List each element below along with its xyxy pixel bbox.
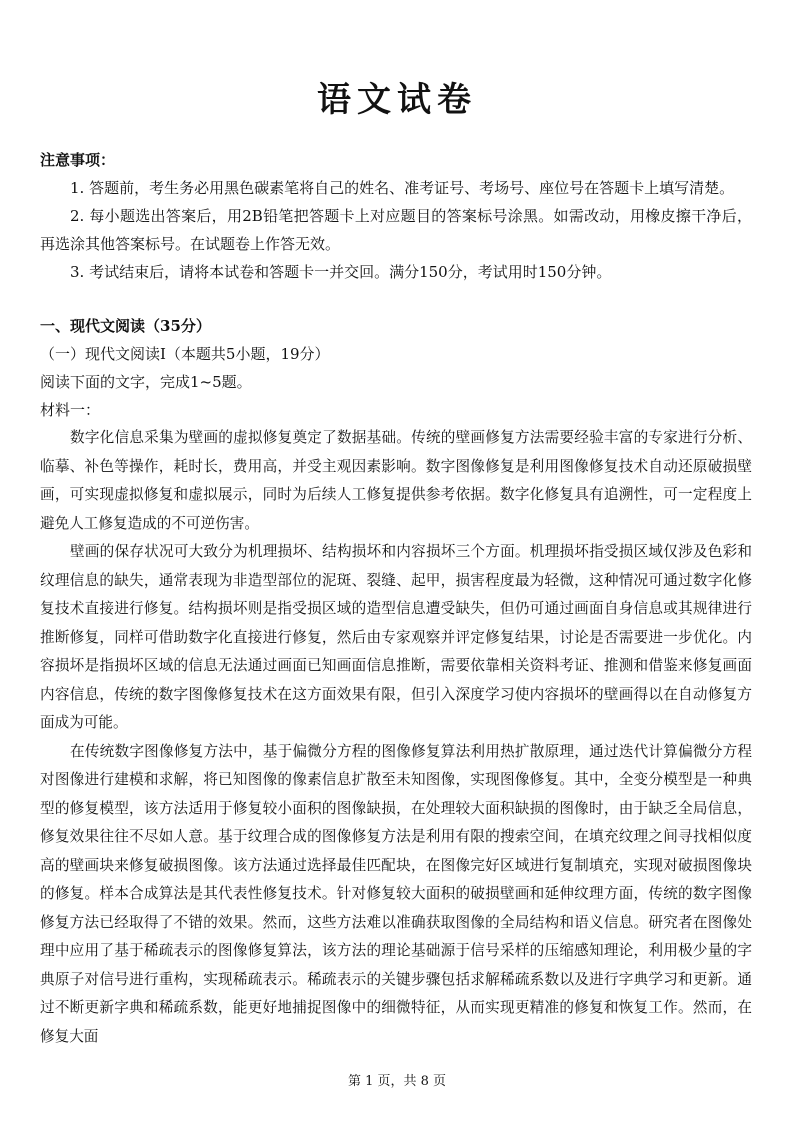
notice-item: 1. 答题前，考生务必用黑色碳素笔将自己的姓名、准考证号、考场号、座位号在答题卡上填写清楚。 [70, 179, 735, 197]
section-subheading: （一）现代文阅读Ⅰ（本题共5小题，19分） [40, 345, 330, 363]
passage-paragraph: 在传统数字图像修复方法中，基于偏微分方程的图像修复算法利用热扩散原理，通过迭代计算偏微分方程对图像进行建模和求解，将已知图像的像素信息扩散至未知图像，实现图像修复。其中，全变分模型是一种典型的修复模型，该方法适用于修复较小面积的图像缺损，在处理较大面积缺损的图像时，由于缺乏全局信息，修复效果往往不尽如人意。基于纹理合成的图像修复方法是利用有限的搜索空间，在填充纹理之间寻找相似度高的壁画块来修复破损图像。该方法通过选择最佳匹配块，在图像完好区域进行复制填充，实现对破损图像块的修复。样本合成算法是其代表性修复技术。针对修复较大面积的破损壁画和延伸纹理方面，传统的数字图像修复方法已经取得了不错的效果。然而，这些方法难以准确获取图像的全局结构和语义信息。研究者在图像处理中应用了基于稀疏表示的图像修复算法，该方法的理论基础源于信号采样的压缩感知理论，利用极少量的字典原子对信号进行重构，实现稀疏表示。稀疏表示的关键步骤包括求解稀疏系数以及进行字典学习和更新。通过不断更新字典和稀疏系数，能更好地捕捉图像中的细微特征，从而实现更精准的修复和恢复工作。然而，在修复大面 [40, 742, 752, 1045]
page-footer: 第 1 页，共 8 页 [347, 1074, 447, 1089]
passage-paragraph: 数字化信息采集为壁画的虚拟修复奠定了数据基础。传统的壁画修复方法需要经验丰富的专家进行分析、临摹、补色等操作，耗时长，费用高，并受主观因素影响。数字图像修复是利用图像修复技术自动还原破损壁画，可实现虚拟修复和虚拟展示，同时为后续人工修复提供参考依据。数字化修复具有追溯性，可一定程度上避免人工修复造成的不可逆伤害。 [40, 429, 752, 532]
notice-heading: 注意事项： [40, 151, 116, 169]
section-heading: 一、现代文阅读（35分） [40, 317, 211, 335]
page-content [40, 146, 752, 1051]
notice-item: 3. 考试结束后，请将本试卷和答题卡一并交回。满分150分，考试用时150分钟。 [70, 263, 612, 281]
page-title: 语文试卷 [317, 80, 477, 120]
notice-section [40, 146, 752, 286]
material-label: 材料一： [40, 401, 101, 419]
reading-instruction: 阅读下面的文字，完成1~5题。 [40, 373, 252, 391]
reading-passage [40, 424, 752, 1051]
passage-paragraph: 壁画的保存状况可大致分为机理损坏、结构损坏和内容损坏三个方面。机理损坏指受损区域仅涉及色彩和纹理信息的缺失，通常表现为非造型部位的泥斑、裂缝、起甲，损害程度最为轻微，这种情况可通过数字化修复技术直接进行修复。结构损坏则是指受损区域的造型信息遭受缺失，但仍可通过画面自身信息或其规律进行推断修复，同样可借助数字化直接进行修复，然后由专家观察并评定修复结果，讨论是否需要进一步优化。内容损坏是指损坏区域的信息无法通过画面已知画面信息推断，需要依靠相关资料考证、推测和借鉴来修复画面内容信息，传统的数字图像修复技术在这方面效果有限，但引入深度学习使内容损坏的壁画得以在自动修复方面成为可能。 [40, 543, 752, 731]
notice-item: 2. 每小题选出答案后，用2B铅笔把答题卡上对应题目的答案标号涂黑。如需改动，用橡皮擦干净后，再选涂其他答案标号。在试题卷上作答无效。 [40, 207, 752, 253]
